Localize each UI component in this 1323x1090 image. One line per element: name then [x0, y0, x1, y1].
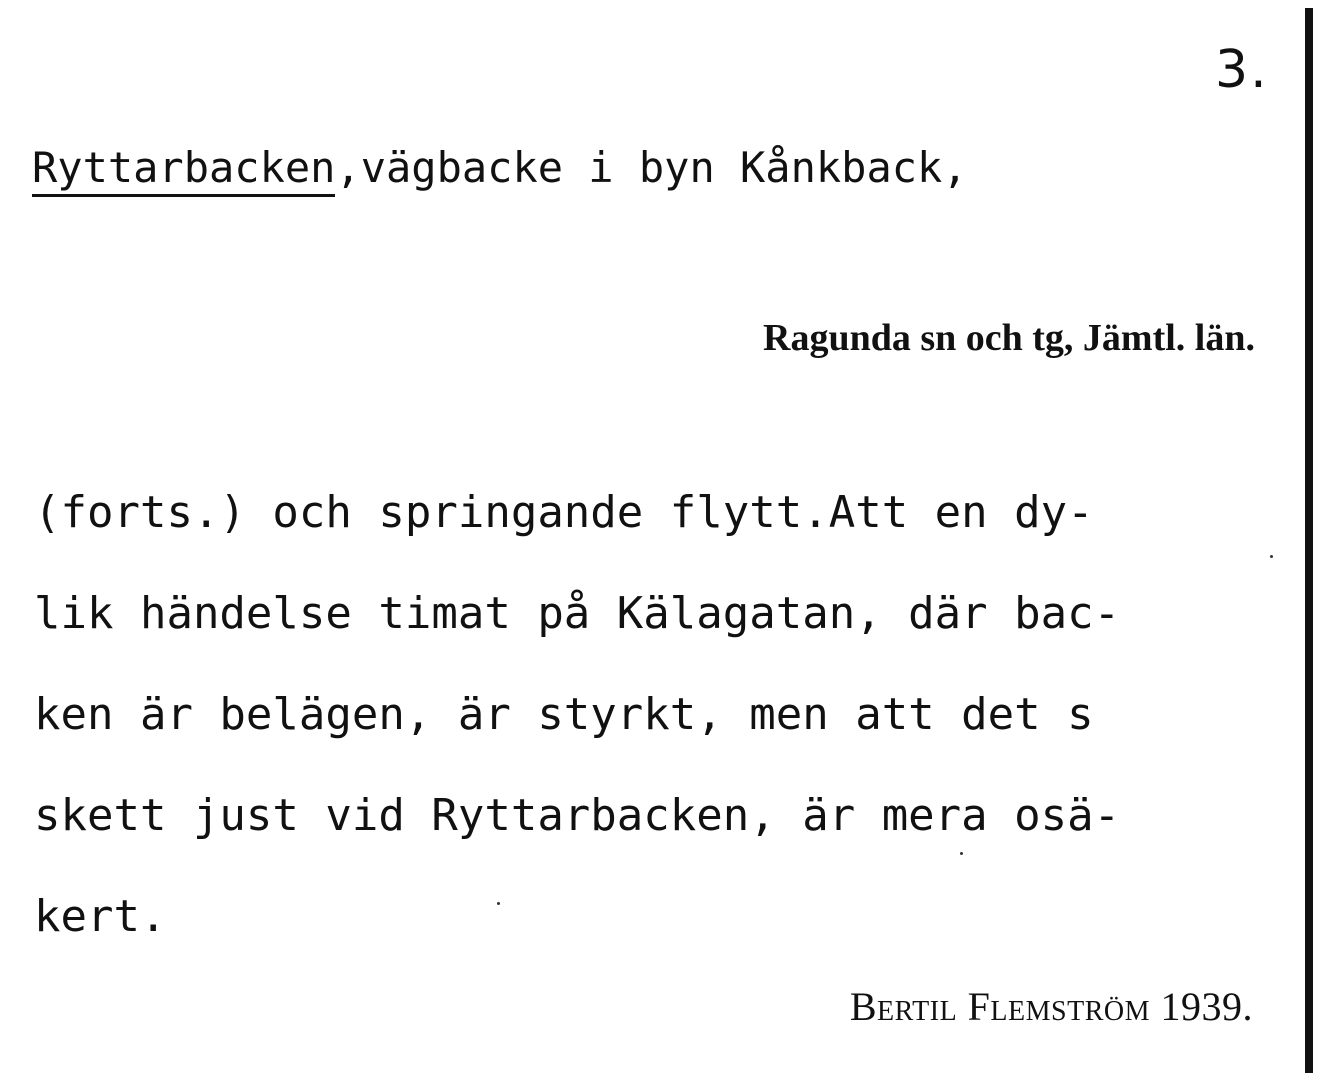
page-number: 3. [1215, 40, 1269, 100]
body-line: skett just vid Ryttarbacken, är mera osä- [34, 790, 1121, 841]
headline-description: ,vägbacke i byn Kånkback, [335, 143, 968, 192]
headword: Ryttarbacken [32, 143, 335, 197]
card-right-edge [1305, 8, 1313, 1073]
scan-speck [1270, 555, 1273, 558]
location-line: Ragunda sn och tg, Jämtl. län. [763, 317, 1255, 359]
scan-speck [497, 902, 500, 905]
signature: Bertil Flemström 1939. [849, 984, 1253, 1029]
body-line: (forts.) och springande flytt.Att en dy- [34, 487, 1094, 538]
scan-speck [960, 852, 963, 855]
body-line: ken är belägen, är styrkt, men att det s [34, 689, 1094, 740]
body-text [34, 462, 1284, 967]
headline [32, 140, 968, 196]
body-line: kert. [34, 891, 167, 942]
body-line: lik händelse timat på Kälagatan, där bac- [34, 588, 1121, 639]
